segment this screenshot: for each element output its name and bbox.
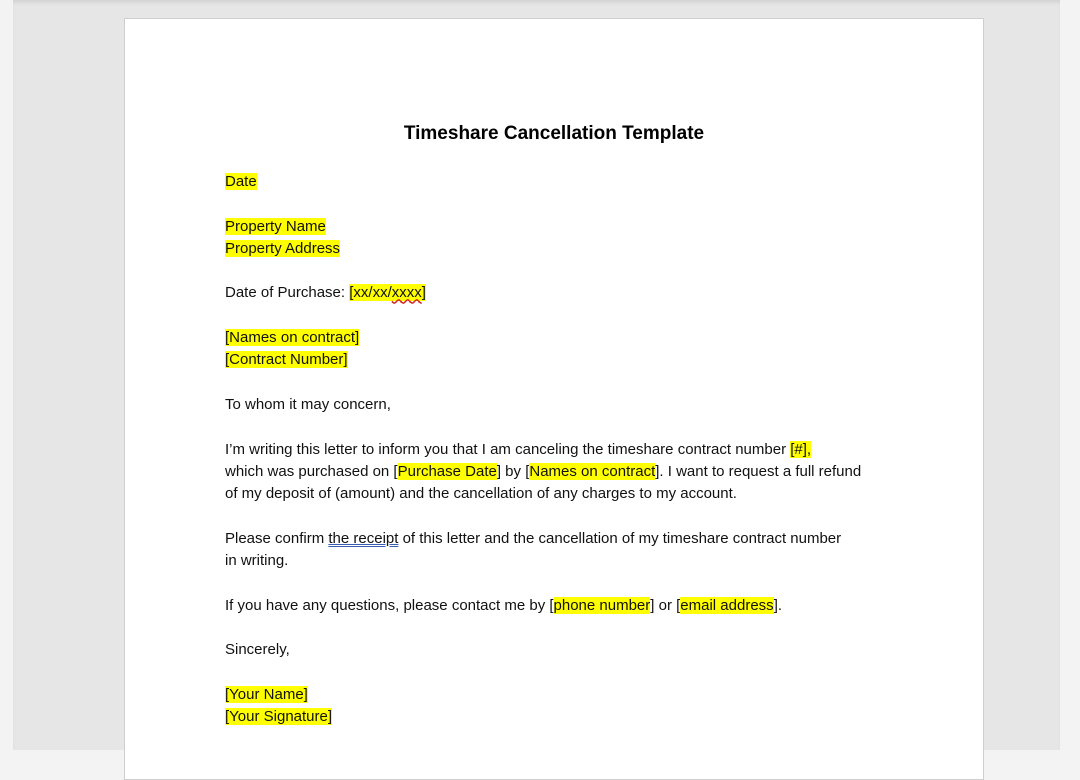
blank-line xyxy=(225,617,861,639)
text-line xyxy=(225,595,861,617)
text-run: of this letter and the cancellation of my timeshare contract number xyxy=(398,529,842,547)
text-run: ] or [ xyxy=(650,596,681,614)
text-line xyxy=(225,639,861,661)
placeholder-highlight: Names on contract xyxy=(529,462,656,480)
placeholder-highlight: ] xyxy=(421,284,426,302)
text-run: ] by [ xyxy=(496,462,530,480)
text-line xyxy=(225,461,861,483)
placeholder-highlight: [Your Signature] xyxy=(225,708,333,726)
blank-line xyxy=(225,505,861,527)
document-canvas xyxy=(13,0,1060,750)
text-line xyxy=(225,528,861,550)
text-run: Sincerely, xyxy=(225,641,290,659)
placeholder-highlight: email address xyxy=(680,596,774,614)
blank-line xyxy=(225,662,861,684)
placeholder-highlight: Date xyxy=(225,173,257,190)
document-page[interactable] xyxy=(124,18,984,780)
text-line xyxy=(225,706,861,728)
placeholder-highlight: Purchase Date xyxy=(397,462,497,480)
text-line xyxy=(225,327,861,349)
text-line xyxy=(225,439,861,461)
text-run: which was purchased on [ xyxy=(225,462,398,480)
text-run: To whom it may concern, xyxy=(225,395,391,413)
blank-line xyxy=(225,572,861,594)
text-run: of my deposit of (amount) and the cancellation of any charges to my account. xyxy=(225,485,737,503)
text-run: If you have any questions, please contact me by [ xyxy=(225,596,554,614)
blank-line xyxy=(225,260,861,282)
text-line xyxy=(225,282,861,304)
text-line xyxy=(225,394,861,416)
text-run: in writing. xyxy=(225,552,289,570)
text-line xyxy=(225,684,861,706)
blank-line xyxy=(225,372,861,394)
placeholder-highlight: xxxx xyxy=(391,284,422,302)
placeholder-highlight: [#], xyxy=(790,440,812,458)
text-run: I’m writing this letter to inform you that I am canceling the timeshare contract number xyxy=(225,440,791,458)
blank-line xyxy=(225,416,861,438)
placeholder-highlight: [xx/xx/ xyxy=(349,284,392,302)
document-body[interactable] xyxy=(225,171,861,728)
placeholder-highlight: Property Name xyxy=(225,217,326,235)
text-line xyxy=(225,349,861,371)
placeholder-highlight: [Your Name] xyxy=(225,685,308,703)
text-run: ]. I want to request a full refund xyxy=(655,462,862,480)
text-line xyxy=(225,216,861,238)
placeholder-highlight: phone number xyxy=(553,596,651,614)
grammar-underline-text: the receipt xyxy=(328,529,399,547)
placeholder-highlight: [Names on contract] xyxy=(225,329,360,347)
document-title: Timeshare Cancellation Template xyxy=(403,123,705,144)
text-line xyxy=(225,550,861,572)
text-run: Please confirm xyxy=(225,529,329,547)
blank-line xyxy=(225,305,861,327)
text-line xyxy=(225,171,861,193)
text-line xyxy=(225,483,861,505)
placeholder-highlight: [Contract Number] xyxy=(225,351,348,369)
blank-line xyxy=(225,193,861,215)
text-run: ]. xyxy=(773,596,783,614)
text-run: Date of Purchase: xyxy=(225,284,350,302)
text-line xyxy=(225,238,861,260)
placeholder-highlight: Property Address xyxy=(225,239,341,257)
